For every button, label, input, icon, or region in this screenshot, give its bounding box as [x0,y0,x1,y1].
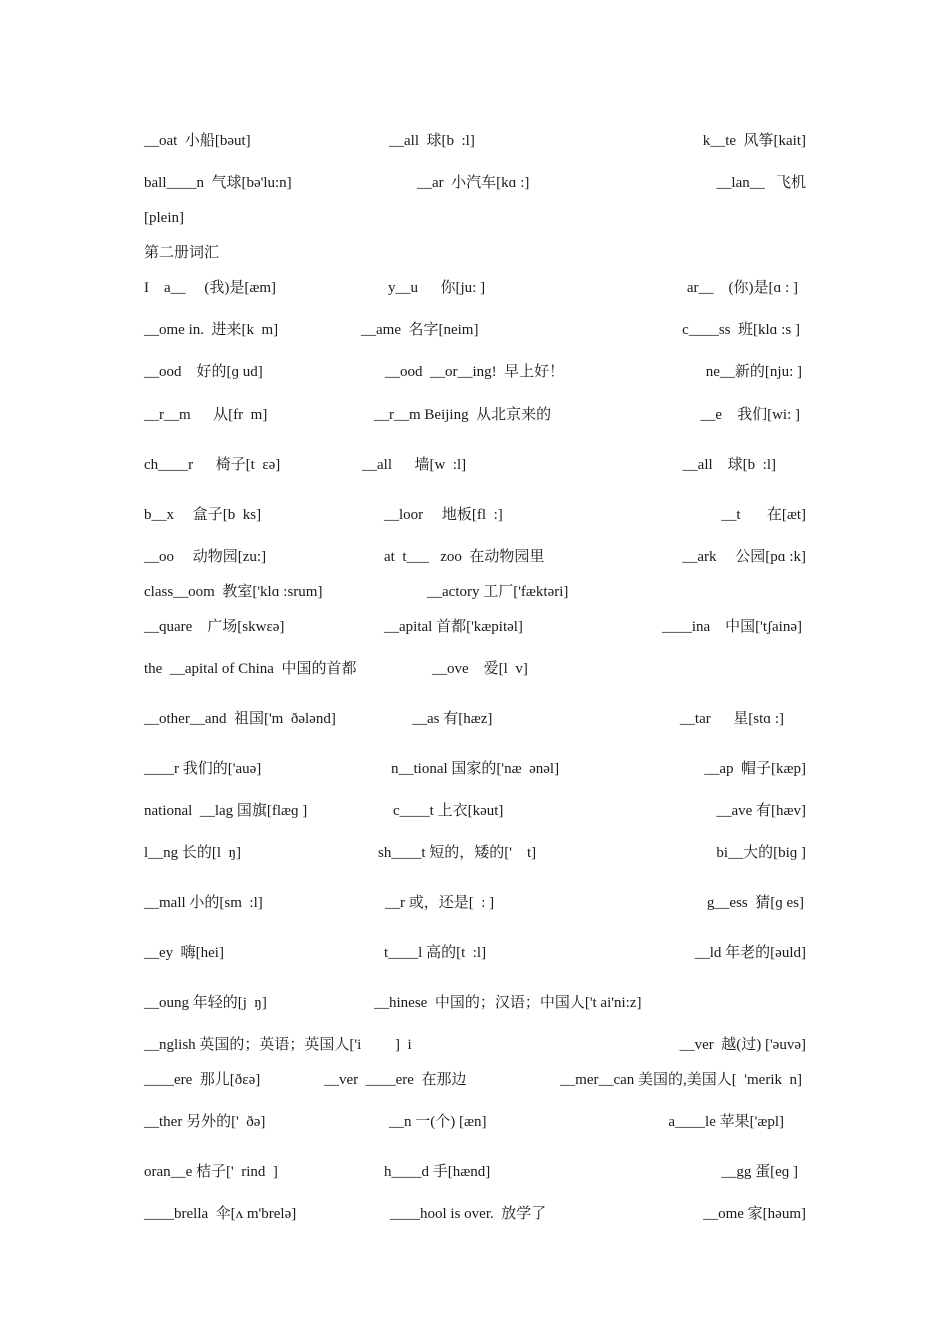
vocab-entry: h____d 手[hænd] [384,1164,491,1180]
vocab-entry: ball____n 气球[bə'lu:n] [144,175,292,191]
vocab-entry: __ood 好的[ɡ ud] [144,364,263,380]
vocab-entry: __all 球[b :l] [682,457,776,473]
vocab-entry: __r__m Beijing 从北京来的 [374,407,552,423]
vocab-entry: __apital 首都['kæpitəl] [384,619,523,635]
vocab-entry: ____brella 伞[ʌ m'brelə] [144,1206,297,1222]
vocab-row [144,453,806,477]
vocab-entry: __mall 小的[sm :l] [144,895,263,911]
vocab-entry: __gg 蛋[eɡ ] [721,1164,798,1180]
vocab-row [144,1202,806,1226]
vocab-entry: class__oom 教室['klɑ :srum] [144,584,323,600]
vocab-row [144,503,806,527]
vocab-entry: __ap 帽子[kæp] [704,761,806,777]
vocab-entry: __ar 小汽车[kɑ :] [417,175,530,191]
vocab-entry: __oo 动物园[zu:] [144,549,267,565]
vocab-entry: g__ess 猜[ɡ es] [706,895,804,911]
vocab-row [144,1033,806,1057]
vocab-row [144,276,806,300]
vocab-entry: at t___ zoo 在动物园里 [384,549,545,565]
vocab-entry: l__ng 长的[l ŋ] [144,845,241,861]
vocab-row [144,615,806,639]
vocab-entry: ____ere 那儿[ðεə] [144,1072,261,1088]
vocab-row [144,318,806,342]
vocab-entry: __all 球[b :l] [389,133,475,149]
vocab-entry: __lan__ 飞机 [716,175,806,191]
vocab-entry: oran__e 桔子[' rind ] [144,1164,278,1180]
vocab-entry: __nglish 英国的；英语；英国人['i ] i [144,1037,412,1053]
vocab-entry: [plein] [144,210,184,226]
vocab-entry: __hinese 中国的；汉语；中国人['t ai'ni:z] [374,995,642,1011]
vocab-row [144,206,806,230]
vocab-entry: __ther 另外的[' ðə] [144,1114,266,1130]
section-title: 第二册词汇 [144,245,220,261]
section-heading [144,241,806,265]
vocab-row [144,891,806,915]
vocab-entry: k__te 风筝[kait] [702,133,806,149]
vocab-entry: bi__大的[biɡ ] [716,845,806,861]
vocab-entry: b__x 盒子[b ks] [144,507,262,523]
vocab-row [144,941,806,965]
vocab-entry: y__u 你[ju: ] [388,280,486,296]
vocab-entry: __r__m 从[fr m] [144,407,268,423]
vocab-entry: __all 墙[w :l] [362,457,467,473]
vocab-entry: the __apital of China 中国的首都 [144,661,357,677]
vocab-entry: c____ss 班[klɑ :s ] [682,322,800,338]
vocab-entry: ne__新的[nju: ] [705,364,802,380]
vocab-entry: __loor 地板[fl :] [384,507,503,523]
vocab-entry: __ave 有[hæv] [716,803,806,819]
vocab-row [144,129,806,153]
vocab-entry: ch____r 椅子[t ɛə] [144,457,281,473]
vocab-entry: __ove 爱[l v] [432,661,528,677]
vocab-entry: __oung 年轻的[j ŋ] [144,995,267,1011]
vocab-entry: ____r 我们的['auə] [144,761,262,777]
vocab-row [144,171,806,195]
vocab-entry: __r 或，还是[ : ] [385,895,495,911]
vocab-entry: __e 我们[wi: ] [700,407,800,423]
vocab-entry: __ome 家[həum] [703,1206,806,1222]
vocab-entry: __ood __or__ing! 早上好！ [385,364,565,380]
vocab-entry: __ome in. 进来[k m] [144,322,279,338]
vocab-row [144,657,806,681]
vocab-entry: __oat 小船[bəut] [144,133,251,149]
vocab-entry: ar__ (你)是[ɑ : ] [686,280,798,296]
vocab-entry: national __lag 国旗[flæɡ ] [144,803,308,819]
vocab-entry: __tar 星[stɑ :] [679,711,784,727]
vocab-entry: c____t 上衣[kəut] [393,803,504,819]
vocab-entry: ____ina 中国['tʃainə] [661,619,802,635]
vocab-entry: t____l 高的[t :l] [384,945,487,961]
vocab-row [144,991,806,1015]
vocab-entry: I a__ (我)是[æm] [144,280,277,296]
vocab-entry: a____le 苹果['æpl] [668,1114,784,1130]
vocab-row [144,545,806,569]
vocab-row [144,360,806,384]
vocab-entry: n__tional 国家的['næ ənəl] [391,761,560,777]
vocab-row [144,757,806,781]
vocab-entry: __n 一(个) [æn] [389,1114,487,1130]
vocab-entry: __ld 年老的[əuld] [694,945,806,961]
vocab-row [144,1160,806,1184]
vocab-entry: sh____t 短的，矮的[' t] [378,845,537,861]
vocab-entry: __other__and 祖国['m ðələnd] [144,711,336,727]
vocab-row [144,841,806,865]
vocab-entry: __t 在[æt] [721,507,806,523]
vocab-row [144,799,806,823]
vocab-entry: __ark 公园[pɑ :k] [682,549,806,565]
vocab-entry: __ey 嗨[hei] [144,945,224,961]
vocab-entry: __ame 名字[neim] [361,322,479,338]
vocab-entry: __mer__can 美国的,美国人[ 'merik n] [560,1072,802,1088]
vocab-entry: ____hool is over. 放学了 [390,1206,547,1222]
vocab-row [144,707,806,731]
vocab-row [144,403,806,427]
vocab-row [144,1068,806,1092]
vocab-row [144,1110,806,1134]
vocab-entry: __ver 越(过) ['əuvə] [679,1037,806,1053]
vocab-entry: __as 有[hæz] [412,711,493,727]
vocab-entry: __quare 广场[skwεə] [144,619,285,635]
vocab-entry: __ver ____ere 在那边 [324,1072,467,1088]
vocab-entry: __actory 工厂['fæktəri] [427,584,569,600]
vocab-row [144,580,806,604]
